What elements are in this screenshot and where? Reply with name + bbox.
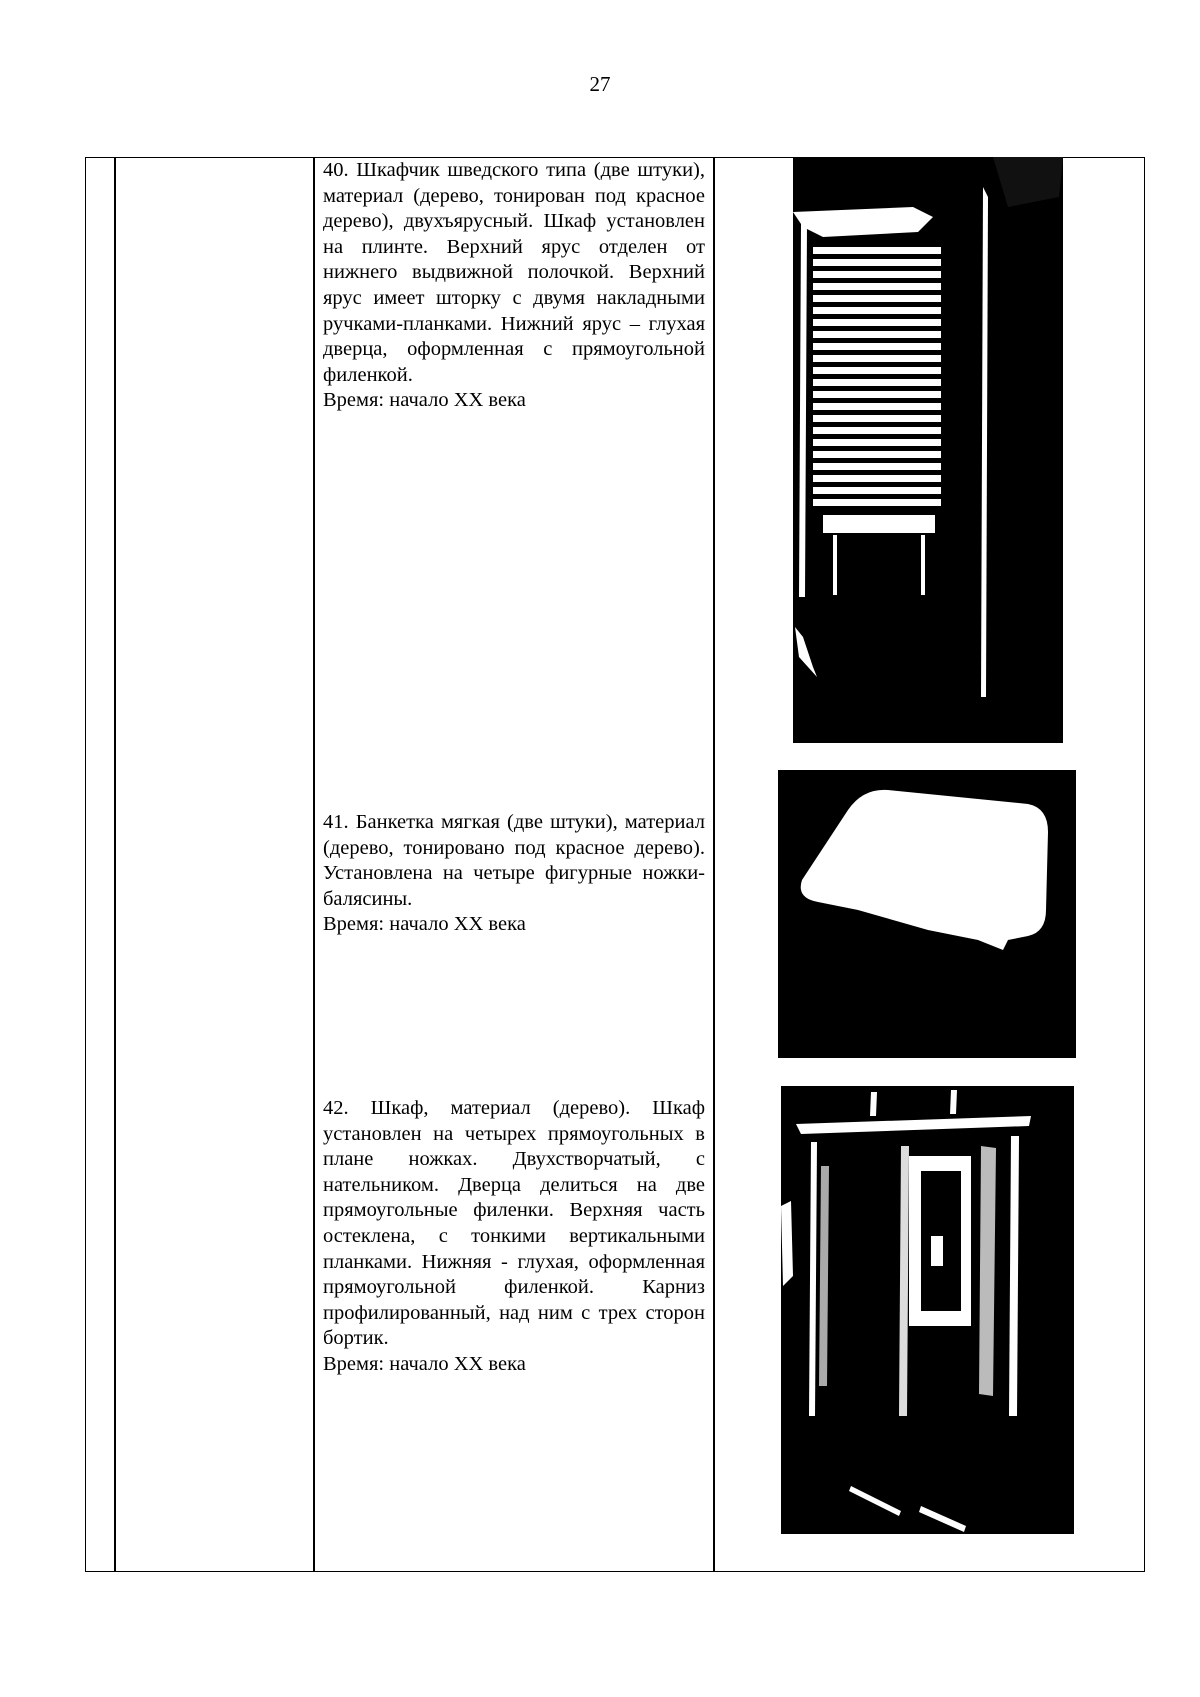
item-40-text xyxy=(323,158,705,414)
item-40-description: 40. Шкафчик шведского типа (две штуки), материал (дерево, тонирован под красное дерево), двухъярусный. Шкаф установлен на плинте. Верхний ярус отделен от нижнего выдвижной полочкой. Верхний ярус имеет шторку с двумя накладными ручками-планками. Нижний ярус – глухая дверца, оформленная с прямоугольной филенкой. xyxy=(323,159,705,386)
wardrobe-image xyxy=(781,1086,1074,1534)
item-40-photo-cabinet xyxy=(793,157,1063,743)
item-41-text xyxy=(323,810,705,938)
table-column-divider xyxy=(114,157,116,1572)
item-42-photo-wardrobe xyxy=(781,1086,1074,1534)
banquette-image xyxy=(778,770,1076,1058)
cabinet-image xyxy=(793,157,1063,743)
item-41-description: 41. Банкетка мягкая (две штуки), материал (дерево, тонировано под красное дерево). Установлена на четыре фигурные ножки-балясины. xyxy=(323,811,705,910)
table-column-divider xyxy=(713,157,715,1572)
item-41-photo-banquette xyxy=(778,770,1076,1058)
item-42-text xyxy=(323,1096,705,1378)
item-42-description: 42. Шкаф, материал (дерево). Шкаф установлен на четырех прямоугольных в плане ножках. Двухстворчатый, с нательником. Дверца делиться на две прямоугольные филенки. Верхняя часть остеклена, с тонкими вертикальными планками. Нижняя - глухая, оформленная прямоугольной филенкой. Карниз профилированный, над ним с трех сторон бортик. xyxy=(323,1097,705,1350)
item-42-time: Время: начало XX века xyxy=(323,1352,526,1375)
page-number: 27 xyxy=(589,72,611,96)
item-41-time: Время: начало XX века xyxy=(323,913,526,936)
item-40-time: Время: начало XX века xyxy=(323,389,526,412)
table-column-divider xyxy=(313,157,315,1572)
